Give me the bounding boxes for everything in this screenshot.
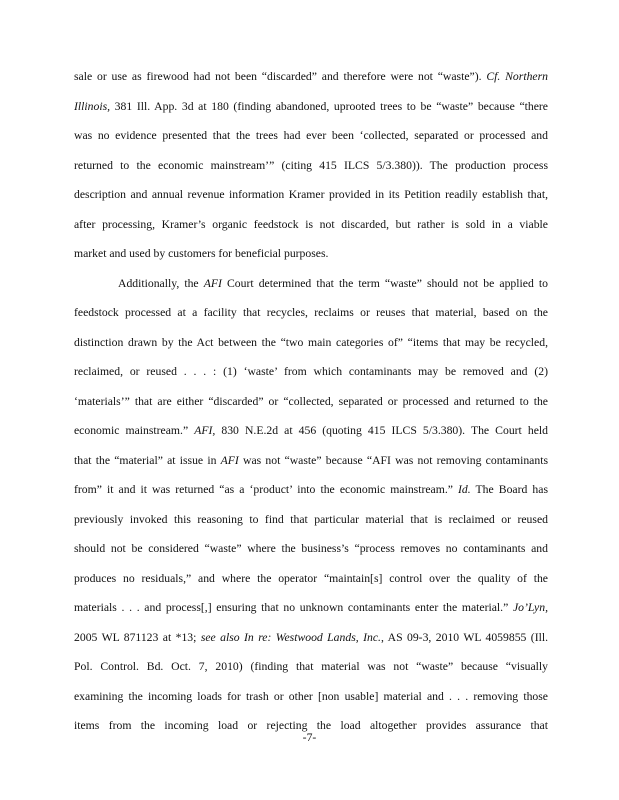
text-line xyxy=(74,151,548,181)
text-line xyxy=(74,682,548,712)
text-segment: , AS 09-3, 2010 WL 4059855 (Ill. xyxy=(380,630,548,644)
text-segment: was no evidence presented that the trees had ever been ‘collected, separated or processed and xyxy=(74,129,548,142)
italic-citation: Illinois, xyxy=(74,99,111,113)
text-segment: examining the incoming loads for trash or other [non usable] material and . . . removing those xyxy=(74,689,548,703)
italic-citation: Id. xyxy=(458,483,471,496)
text-segment: 830 N.E.2d at 456 (quoting 415 ILCS 5/3.380). The Court held xyxy=(215,424,548,437)
text-segment: previously invoked this reasoning to find that particular material that is reclaimed or reused xyxy=(74,512,548,526)
italic-citation: AFI xyxy=(220,453,239,467)
text-segment: returned to the economic mainstream’” (citing 415 ILCS 5/3.380)). The production process xyxy=(74,158,548,172)
text-line xyxy=(74,446,548,476)
text-line xyxy=(74,652,548,682)
text-line xyxy=(74,269,548,299)
italic-citation: AFI xyxy=(203,276,222,290)
text-line xyxy=(74,298,548,328)
text-segment: description and annual revenue information Kramer provided in its Petition readily establish that, xyxy=(74,188,548,201)
text-segment: economic mainstream.” xyxy=(74,424,195,437)
text-line xyxy=(74,328,548,358)
text-line xyxy=(74,180,548,210)
text-line xyxy=(74,62,548,92)
text-line xyxy=(74,416,548,446)
text-segment: feedstock processed at a facility that recycles, reclaims or reuses that material, based on the xyxy=(74,306,548,319)
text-segment: The Board has xyxy=(470,483,548,496)
text-segment: that the “material” at issue in xyxy=(74,453,221,467)
text-segment: after processing, Kramer’s organic feedstock is not discarded, but rather is sold in a viable xyxy=(74,217,548,231)
text-line xyxy=(74,564,548,594)
text-line xyxy=(74,121,548,151)
text-segment: reclaimed, or reused . . . : (1) ‘waste’ from which contaminants may be removed and (2) xyxy=(74,365,548,378)
italic-citation: Cf. Northern xyxy=(486,70,548,83)
italic-citation: see also In re: Westwood Lands, Inc. xyxy=(200,630,381,644)
text-segment: 381 Ill. App. 3d at 180 (finding abandoned, uprooted trees to be “waste” because “there xyxy=(110,99,548,113)
page-number: -7- xyxy=(302,731,317,744)
text-line xyxy=(74,357,548,387)
text-segment: materials . . . and process[,] ensuring that no unknown contaminants enter the material.” xyxy=(74,601,513,614)
text-line xyxy=(74,387,548,417)
text-line xyxy=(74,623,548,653)
text-line xyxy=(74,92,548,122)
text-segment: sale or use as firewood had not been “discarded” and therefore were not “waste”). xyxy=(74,70,487,83)
text-segment: Additionally, the xyxy=(118,276,204,290)
body-text xyxy=(74,62,548,741)
text-segment: was not “waste” because “AFI was not removing contaminants xyxy=(238,453,548,467)
text-line xyxy=(74,505,548,535)
text-segment: items from the incoming load or rejecting the load altogether provides assurance that xyxy=(74,719,548,732)
text-segment: Court determined that the term “waste” should not be applied to xyxy=(221,276,548,290)
text-line xyxy=(74,210,548,240)
text-segment: ‘materials’” that are either “discarded” or “collected, separated or processed and returned to the xyxy=(74,394,548,408)
text-segment: market and used by customers for beneficial purposes. xyxy=(74,247,329,260)
text-line xyxy=(74,239,548,269)
text-segment: distinction drawn by the Act between the “two main categories of” “items that may be recycled, xyxy=(74,335,548,349)
text-segment: should not be considered “waste” where the business’s “process removes no contaminants and xyxy=(74,542,548,555)
text-line xyxy=(74,534,548,564)
text-line xyxy=(74,475,548,505)
italic-citation: AFI, xyxy=(194,424,216,437)
text-line xyxy=(74,593,548,623)
text-segment: 2005 WL 871123 at *13; xyxy=(74,630,201,644)
text-segment: Pol. Control. Bd. Oct. 7, 2010) (finding that material was not “waste” because “visually xyxy=(74,660,548,673)
italic-citation: Jo’Lyn, xyxy=(512,601,548,614)
text-segment: from” it and it was returned “as a ‘product’ into the economic mainstream.” xyxy=(74,483,459,496)
text-segment: produces no residuals,” and where the operator “maintain[s] control over the quality of the xyxy=(74,571,548,585)
